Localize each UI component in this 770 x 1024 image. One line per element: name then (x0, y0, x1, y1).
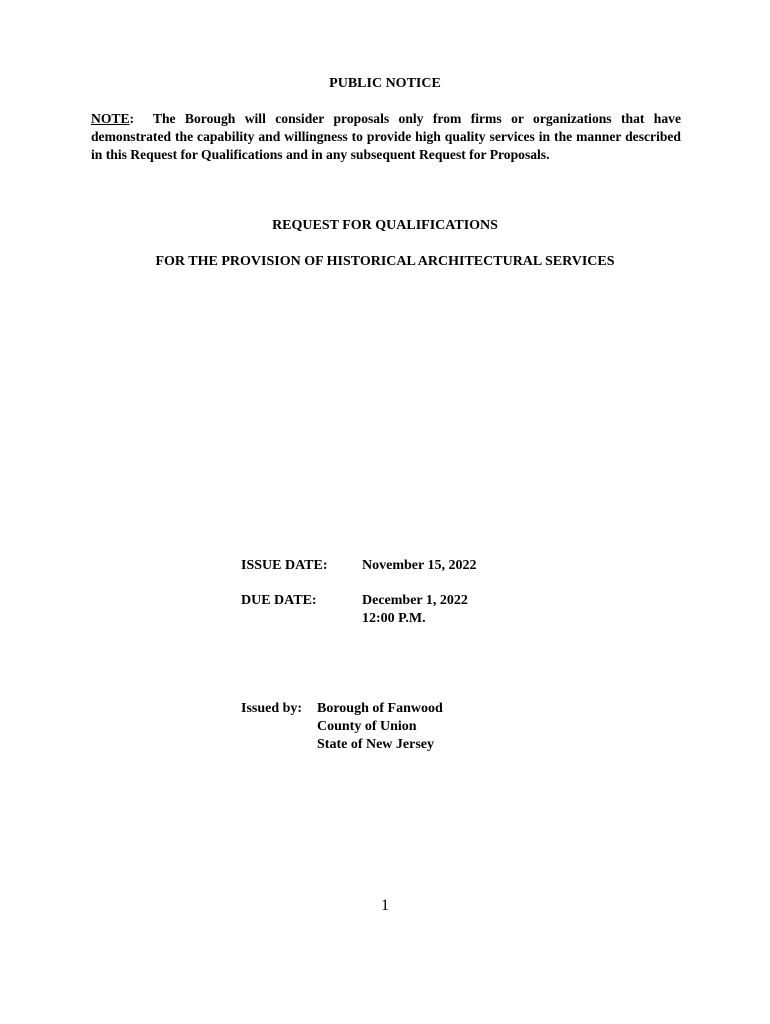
issued-by-label: Issued by: (241, 701, 303, 716)
page-number: 1 (381, 897, 389, 914)
issuer-state: State of New Jersey (317, 737, 435, 752)
due-date-value: December 1, 2022 (362, 593, 468, 608)
issue-date-value: November 15, 2022 (362, 558, 477, 573)
page-title: PUBLIC NOTICE (329, 76, 441, 91)
rfq-subtitle: FOR THE PROVISION OF HISTORICAL ARCHITECTURAL SERVICES (155, 254, 615, 269)
issuer-county: County of Union (317, 719, 417, 734)
rfq-title: REQUEST FOR QUALIFICATIONS (272, 218, 498, 233)
issue-date-label: ISSUE DATE: (241, 558, 328, 573)
note-label: NOTE (91, 111, 130, 126)
note-text: The Borough will consider proposals only from firms or organizations that have demonstrated the capability and willingness to provide high quality services in the manner described in this Request for Qualifications and in any subsequent Request for Proposals. (91, 111, 681, 162)
due-date-label: DUE DATE: (241, 593, 317, 608)
note-colon: : (129, 111, 135, 126)
issuer-name: Borough of Fanwood (317, 701, 443, 716)
due-time-value: 12:00 P.M. (362, 611, 426, 626)
note-paragraph (91, 110, 681, 164)
